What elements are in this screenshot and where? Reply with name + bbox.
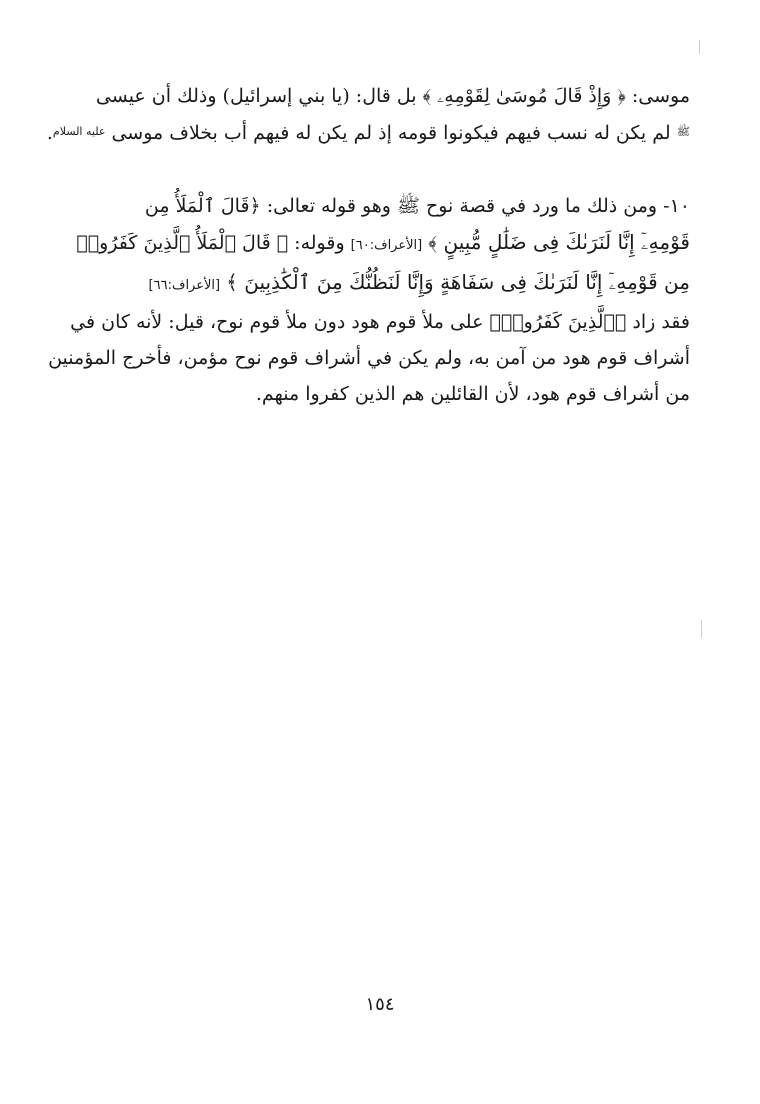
text-line: أشراف قوم هود من آمن به، ولم يكن في أشراف قوم نوح مؤمن، فأخرج المؤمنين (48, 347, 690, 369)
text-segment: . (46, 122, 53, 144)
text-line: فقد زاد ﴿ٱلَّذِينَ كَفَرُوا۟﴾ على ملأ قوم هود دون ملأ قوم نوح، قيل: لأنه كان في (70, 311, 690, 333)
text-line (60, 224, 690, 264)
scan-edge-mark (699, 40, 700, 54)
text-segment: وقوله: ﴿ قَالَ ٱلْمَلَأُ ٱلَّذِينَ كَفَرُوا۟ (76, 232, 345, 254)
page-number: ١٥٤ (365, 994, 395, 1015)
scan-edge-mark (701, 620, 702, 638)
text-segment: لم يكن له نسب فيهم فيكونوا قومه إذ لم يكن له فيهم أب بخلاف موسى (111, 122, 671, 144)
paragraph-2 (48, 188, 690, 412)
verse-reference: [الأعراف:٦٦] (148, 278, 221, 293)
text-line (60, 264, 690, 304)
honorific-musa: عليه السلام (52, 125, 106, 138)
text-line: من أشراف قوم هود، لأن القائلين هم الذين كفروا منهم. (255, 383, 690, 405)
quran-verse: قَوْمِهِۦٓ إِنَّا لَنَرَىٰكَ فِى ضَلَٰلٍ مُّبِينٍ ﴾ (428, 230, 690, 254)
text-line (46, 114, 690, 151)
honorific-isa: ﷺ (676, 125, 690, 138)
verse-reference: [الأعراف:٦٠] (350, 238, 423, 253)
text-line: ١٠- ومن ذلك ما ورد في قصة نوح ﷺ وهو قوله تعالى: ﴿قَالَ ٱلْمَلَأُ مِن (144, 195, 690, 217)
paragraph-1 (46, 78, 690, 151)
quran-verse: مِن قَوْمِهِۦٓ إِنَّا لَنَرَىٰكَ فِى سَفَاهَةٍ وَإِنَّا لَنَظُنُّكَ مِنَ ٱلْكَٰذِبِينَ ﴾ (226, 270, 690, 294)
text-line: موسى: ﴿ وَإِذْ قَالَ مُوسَىٰ لِقَوْمِهِۦ ﴾ بل قال: (يا بني إسرائيل) وذلك أن عيسى (95, 85, 690, 107)
